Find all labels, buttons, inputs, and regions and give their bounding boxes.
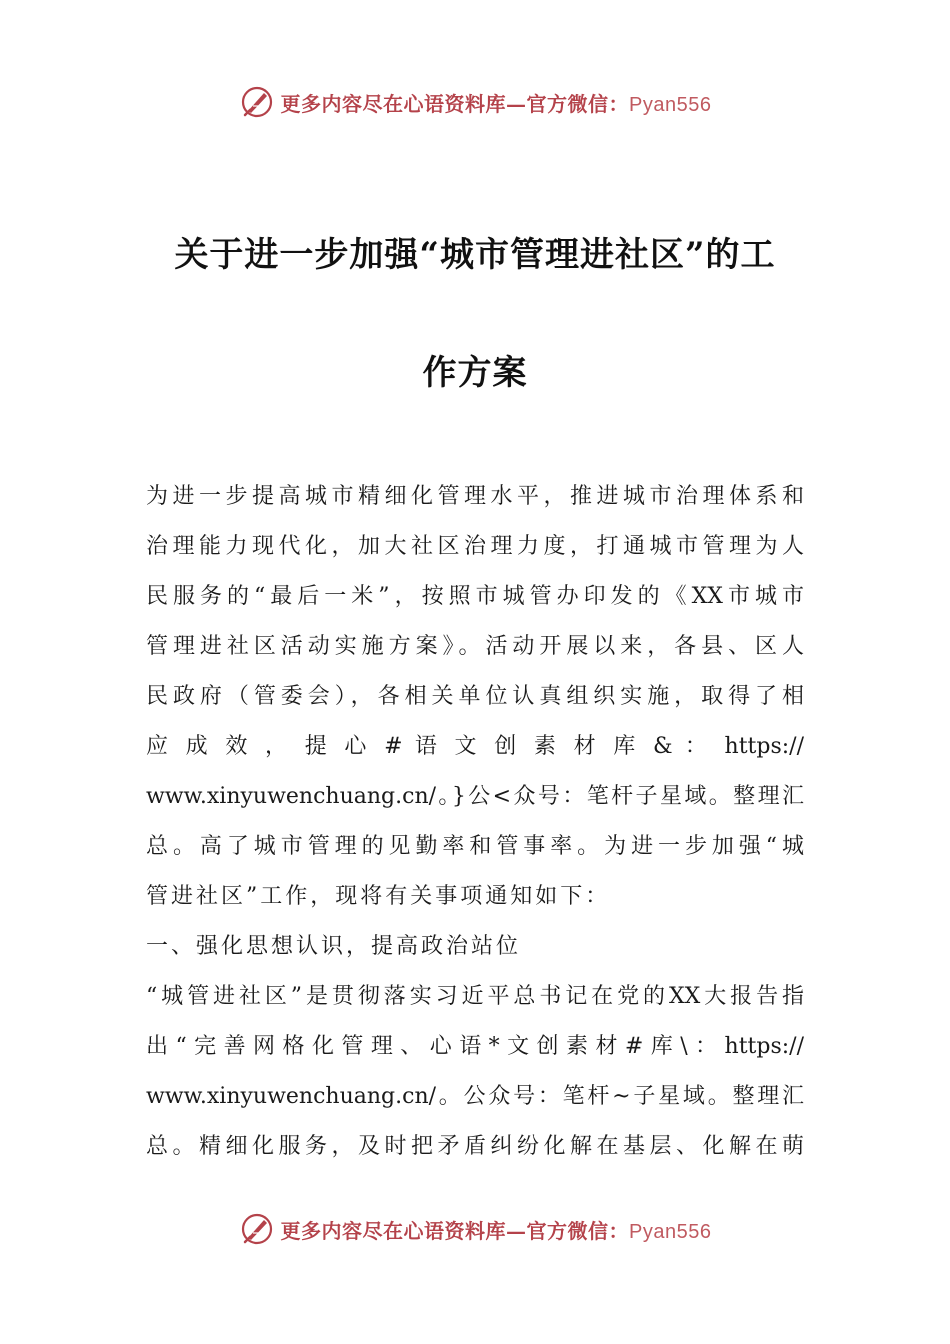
body-line: 为进一步提高城市精细化管理水平，推进城市治理体系和 xyxy=(146,484,804,509)
body-line: 民服务的“最后一米”，按照市城管办印发的《XX市城市 xyxy=(146,584,804,609)
footer-watermark-banner xyxy=(0,1207,950,1251)
body-line: 管理进社区活动实施方案》。活动开展以来，各县、区人 xyxy=(146,634,804,659)
section-heading: 一、强化思想认识，提高政治站位 xyxy=(146,934,522,959)
quill-logo-icon xyxy=(239,84,275,120)
body-line: 总。高了城市管理的见勤率和管事率。为进一步加强“城 xyxy=(146,834,804,859)
banner-text: 更多内容尽在心语资料库—官方微信：Pyan556 xyxy=(280,91,712,116)
body-line: 应 成 效 ， 提 心 # 语 文 创 素 材 库 & ： https:// xyxy=(146,734,804,759)
body-line: 民政府（管委会），各相关单位认真组织实施，取得了相 xyxy=(146,684,804,709)
quill-logo-icon xyxy=(239,1211,275,1247)
body-line: 出“完善网格化管理、心语*文创素材#库\：https:// xyxy=(146,1034,804,1059)
body-line: 管进社区”工作，现将有关事项通知如下： xyxy=(146,884,611,909)
body-line: 总。精细化服务，及时把矛盾纠纷化解在基层、化解在萌 xyxy=(146,1134,804,1159)
document-title-line-2: 作方案 xyxy=(422,353,528,393)
body-line: www.xinyuwenchuang.cn/。公众号：笔杆~子星域。整理汇 xyxy=(146,1084,804,1109)
body-line: “城管进社区”是贯彻落实习近平总书记在党的XX大报告指 xyxy=(146,984,804,1009)
wechat-id: Pyan556 xyxy=(629,1220,712,1243)
body-line: www.xinyuwenchuang.cn/。}公<众号：笔杆子星域。整理汇 xyxy=(146,784,804,809)
header-watermark-banner xyxy=(0,80,950,124)
body-line: 治理能力现代化，加大社区治理力度，打通城市管理为人 xyxy=(146,534,804,559)
document-title-line-1: 关于进一步加强“城市管理进社区”的工 xyxy=(174,235,776,275)
banner-text: 更多内容尽在心语资料库—官方微信：Pyan556 xyxy=(280,1218,712,1243)
wechat-id: Pyan556 xyxy=(629,93,712,116)
